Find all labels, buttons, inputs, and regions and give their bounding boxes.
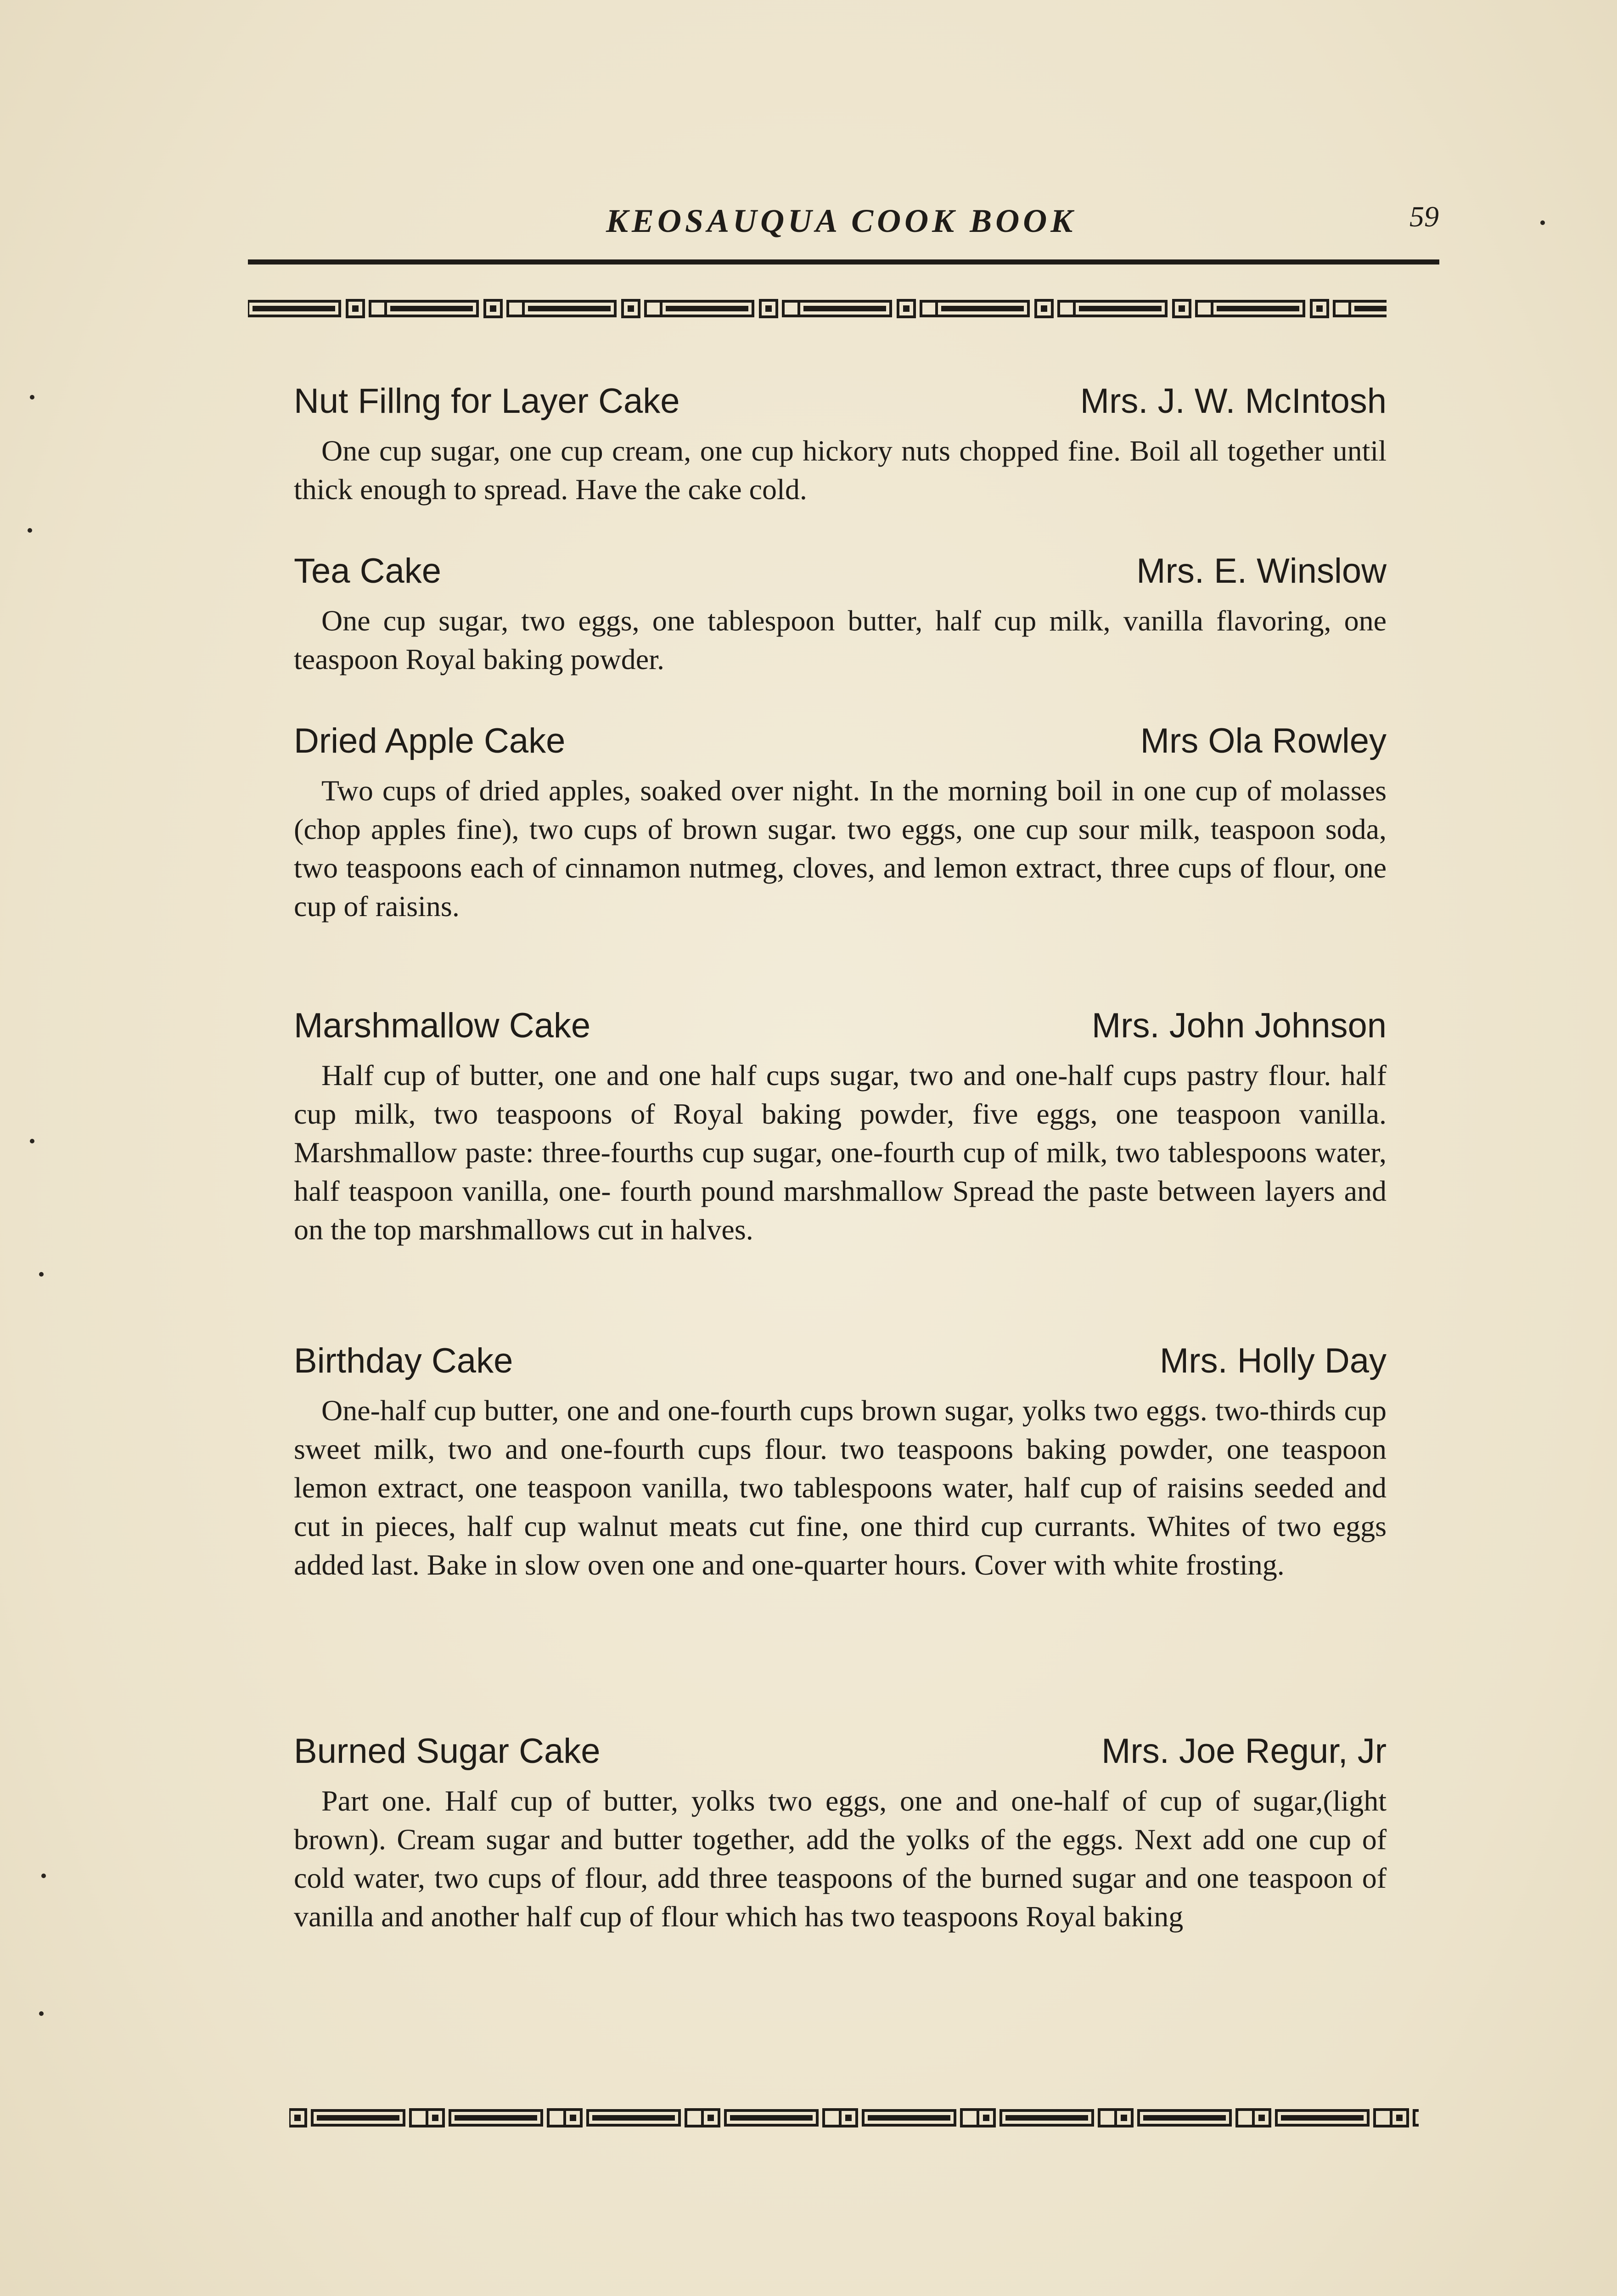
recipe-nut-filling [294, 381, 1387, 509]
top-ornament-border [248, 298, 1387, 319]
recipe-author: Mrs Ola Rowley [1140, 721, 1387, 760]
recipe-title: Burned Sugar Cake [294, 1732, 601, 1771]
running-head: KEOSAUQUA COOK BOOK [606, 203, 1077, 239]
recipe-text: Two cups of dried apples, soaked over night. In the morning boil in one cup of molasses (chop apples fine), two cups of brown sugar. two eggs, one cup sour milk, teaspoon soda, two teaspoons each of cinnamon nutmeg, cloves, and lemon extract, three cups of flour, one cup of raisins. [294, 774, 1387, 923]
recipe-text: One cup sugar, one cup cream, one cup hickory nuts chopped fine. Boil all together until thick enough to spread. Have the cake cold. [294, 434, 1387, 506]
recipe-birthday-cake [294, 1341, 1387, 1584]
recipe-author: Mrs. E. Winslow [1136, 551, 1387, 591]
recipe-author: Mrs. Holly Day [1159, 1341, 1387, 1380]
bottom-ornament-border [289, 2108, 1419, 2128]
recipe-title: Dried Apple Cake [294, 721, 566, 760]
recipe-burned-sugar-cake [294, 1731, 1387, 1936]
recipe-text: Half cup of butter, one and one half cups sugar, two and one-half cups pastry flour. half cup milk, two teaspoons of Royal baking powder, five eggs, one teaspoon vanilla. Marshmallow paste: three-fourths cup sugar, one-fourth cup of milk, two tablespoons water, half teaspoon vanilla, one- fourth pound marshmallow Spread the paste between layers and on the top marshmallows cut in halves. [294, 1059, 1387, 1246]
recipe-title: Tea Cake [294, 551, 442, 591]
margin-speck [39, 1272, 44, 1277]
recipe-dried-apple-cake [294, 721, 1387, 926]
recipe-tea-cake [294, 551, 1387, 679]
recipe-author: Mrs. Joe Regur, Jr [1101, 1732, 1387, 1771]
recipe-author: Mrs. J. W. McIntosh [1080, 382, 1387, 421]
recipe-text: One-half cup butter, one and one-fourth cups brown sugar, yolks two eggs. two-thirds cup sweet milk, two and one-fourth cups flour. two teaspoons baking powder, one teaspoon lemon extract, one teaspoon vanilla, two tablespoons water, half cup of raisins seeded and cut in pieces, half cup walnut meats cut fine, one third cup currants. Whites of two eggs added last. Bake in slow oven one and one-quarter hours. Cover with white frosting. [294, 1394, 1387, 1581]
recipe-author: Mrs. John Johnson [1091, 1006, 1387, 1045]
margin-speck [28, 528, 32, 533]
header-rule [248, 259, 1439, 264]
recipe-marshmallow-cake [294, 1006, 1387, 1249]
margin-speck [30, 395, 34, 400]
recipe-text: One cup sugar, two eggs, one tablespoon butter, half cup milk, vanilla flavoring, one teaspoon Royal baking powder. [294, 604, 1387, 675]
page-number: 59 [1409, 200, 1439, 233]
recipe-title: Birthday Cake [294, 1341, 513, 1380]
margin-speck [41, 1874, 46, 1878]
margin-speck [30, 1139, 34, 1143]
recipe-title: Marshmallow Cake [294, 1006, 591, 1045]
margin-speck [1540, 220, 1545, 225]
recipe-title: Nut Fillng for Layer Cake [294, 382, 680, 421]
recipe-text: Part one. Half cup of butter, yolks two eggs, one and one-half of cup of sugar,(light brown). Cream sugar and butter together, add the yolks of the eggs. Next add one cup of cold water, two cups of flour, add three teaspoons of the burned sugar and one teaspoon of vanilla and another half cup of flour which has two teaspoons Royal baking [294, 1784, 1387, 1933]
margin-speck [39, 2011, 44, 2016]
